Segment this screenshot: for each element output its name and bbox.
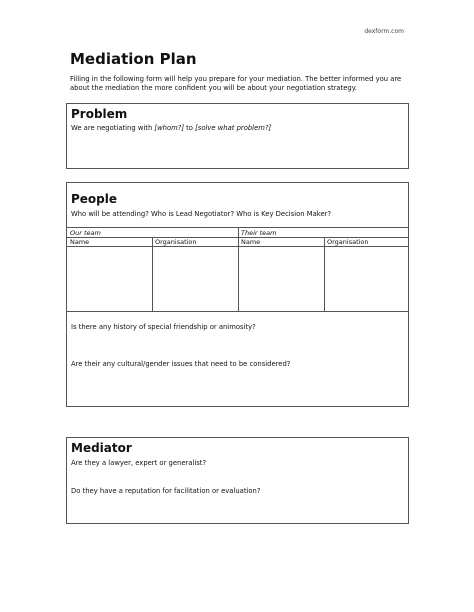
problem-text-prefix: We are negotiating with — [71, 124, 155, 132]
attendee-table — [67, 227, 408, 312]
mediator-question-1: Are they a lawyer, expert or generalist? — [71, 459, 207, 467]
col-divider-1 — [152, 237, 153, 312]
people-question: Who will be attending? Who is Lead Negotiator? Who is Key Decision Maker? — [71, 210, 332, 218]
problem-section[interactable] — [66, 103, 409, 169]
our-team-label: Our team — [70, 229, 101, 237]
problem-whom-placeholder: [whom?] — [154, 124, 184, 132]
problem-text-mid: to — [183, 124, 196, 132]
problem-statement — [71, 124, 271, 132]
col-name-theirs: Name — [241, 238, 261, 246]
team-divider — [238, 228, 239, 312]
col-divider-3 — [324, 237, 325, 312]
history-question: Is there any history of special friendship or animosity? — [71, 323, 256, 331]
people-section — [66, 182, 409, 407]
col-org-theirs: Organisation — [327, 238, 369, 246]
intro-paragraph: Filling in the following form will help you prepare for your mediation. The better informed you are about the mediation the more confident you will be about your negotiation strategy. — [70, 75, 402, 92]
problem-what-placeholder: [solve what problem?] — [195, 124, 272, 132]
mediator-section[interactable] — [66, 437, 409, 524]
mediator-heading: Mediator — [71, 441, 132, 455]
col-name-ours: Name — [70, 238, 90, 246]
page-title: Mediation Plan — [70, 50, 197, 68]
cultural-question: Are their any cultural/gender issues that need to be considered? — [71, 360, 291, 368]
col-org-ours: Organisation — [155, 238, 197, 246]
table-bottom-line — [67, 311, 408, 312]
site-watermark: dexform.com — [364, 28, 404, 35]
their-team-label: Their team — [241, 229, 277, 237]
people-heading: People — [71, 192, 118, 206]
mediator-question-2: Do they have a reputation for facilitation or evaluation? — [71, 487, 261, 495]
problem-heading: Problem — [71, 107, 128, 121]
